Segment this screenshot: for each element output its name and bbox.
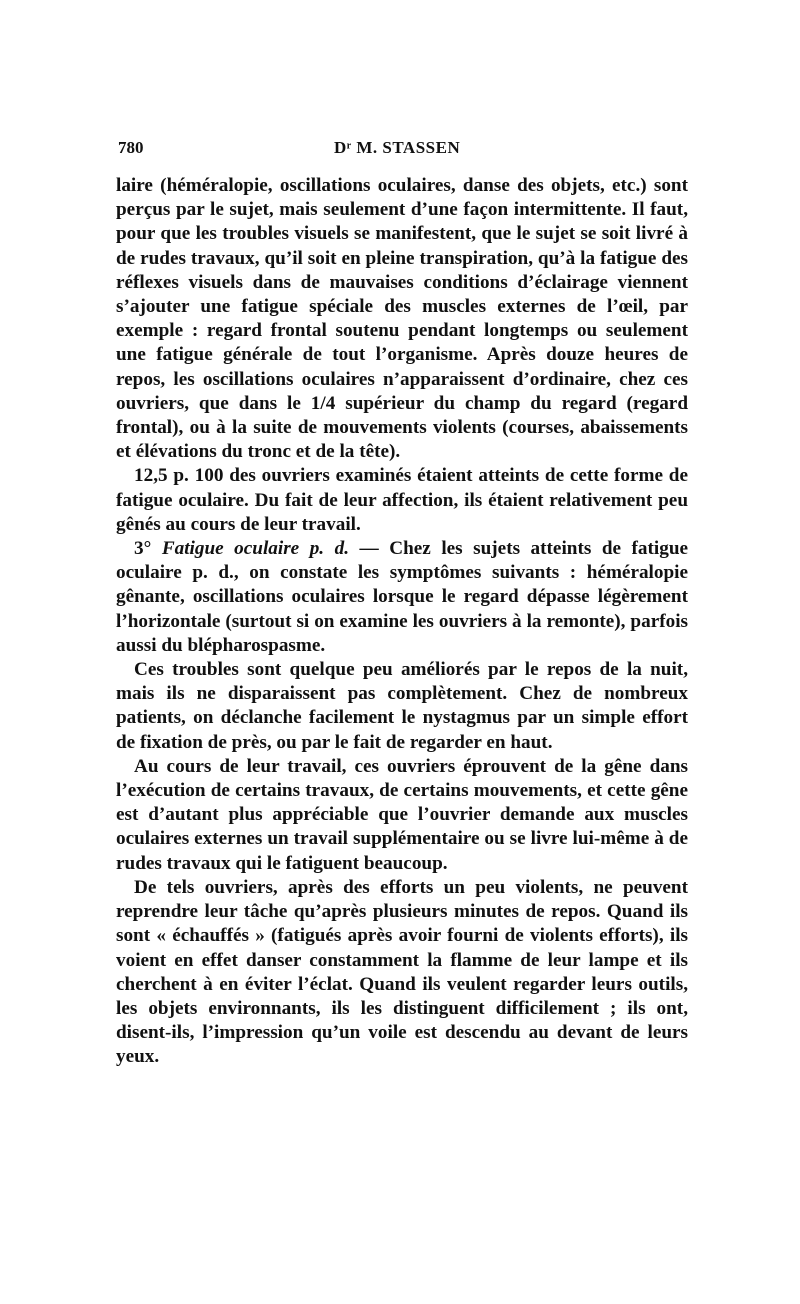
body-text xyxy=(116,174,688,1070)
running-head xyxy=(118,138,688,162)
section-text: — Chez les sujets atteints de fatigue oculaire p. d., on constate les symptômes suivants : héméralopie gênante, oscillations oculaires lorsque le regard dépasse légèrement l’horizontale (surtout si on examine les ouvriers à la remonte), parfois aussi du blépharospasme. xyxy=(116,538,689,656)
running-head-author: Dʳ M. STASSEN xyxy=(334,138,461,157)
paragraph-5: Au cours de leur travail, ces ouvriers éprouvent de la gêne dans l’exécution de certains travaux, de certains mouvements, et cette gêne est d’autant plus appréciable que l’ouvrier demande aux muscles oculaires externes un travail supplémentaire ou se livre lui-même à de rudes travaux qui le fatiguent beaucoup. xyxy=(116,755,688,874)
paragraph-2: 12,5 p. 100 des ouvriers examinés étaient atteints de cette forme de fatigue oculaire. Du fait de leur affection, ils étaient relativement peu gênés au cours de leur travail. xyxy=(116,465,688,535)
page-number: 780 xyxy=(118,138,144,157)
section-title: Fatigue oculaire p. d. xyxy=(161,538,349,560)
paragraph-6: De tels ouvriers, après des efforts un peu violents, ne peuvent reprendre leur tâche qu’après plusieurs minutes de repos. Quand ils sont « échauffés » (fatigués après avoir fourni de violents efforts), ils voient en effet danser constamment la flamme de leur lampe et ils cherchent à en éviter l’éclat. Quand ils veulent regarder leurs outils, les objets environnants, ils les distinguent difficilement ; ils ont, disent-ils, l’impression qu’un voile est descendu au devant de leurs yeux. xyxy=(116,876,688,1068)
paragraph-3 xyxy=(116,537,688,658)
section-number: 3° xyxy=(134,538,152,560)
paragraph-1: laire (héméralopie, oscillations oculaires, danse des objets, etc.) sont perçus par le sujet, mais seulement d’une façon intermittente. Il faut, pour que les troubles visuels se manifestent, que le sujet se soit livré à de rudes travaux, qu’il soit en pleine transpiration, qu’à la fatigue des réflexes visuels dans de mauvaises conditions d’éclairage viennent s’ajouter une fatigue spéciale des muscles externes de l’œil, par exemple : regard frontal soutenu pendant longtemps ou seulement une fatigue générale de tout l’organisme. Après douze heures de repos, les oscillations oculaires n’apparaissent d’ordinaire, chez ces ouvriers, que dans le 1/4 supérieur du champ du regard (regard frontal), ou à la suite de mouvements violents (courses, abaissements et élévations du tronc et de la tête). xyxy=(116,175,688,463)
paragraph-4: Ces troubles sont quelque peu améliorés par le repos de la nuit, mais ils ne disparaissent pas complètement. Chez de nombreux patients, on déclanche facilement le nystagmus par un simple effort de fixation de près, ou par le fait de regarder en haut. xyxy=(116,659,688,753)
